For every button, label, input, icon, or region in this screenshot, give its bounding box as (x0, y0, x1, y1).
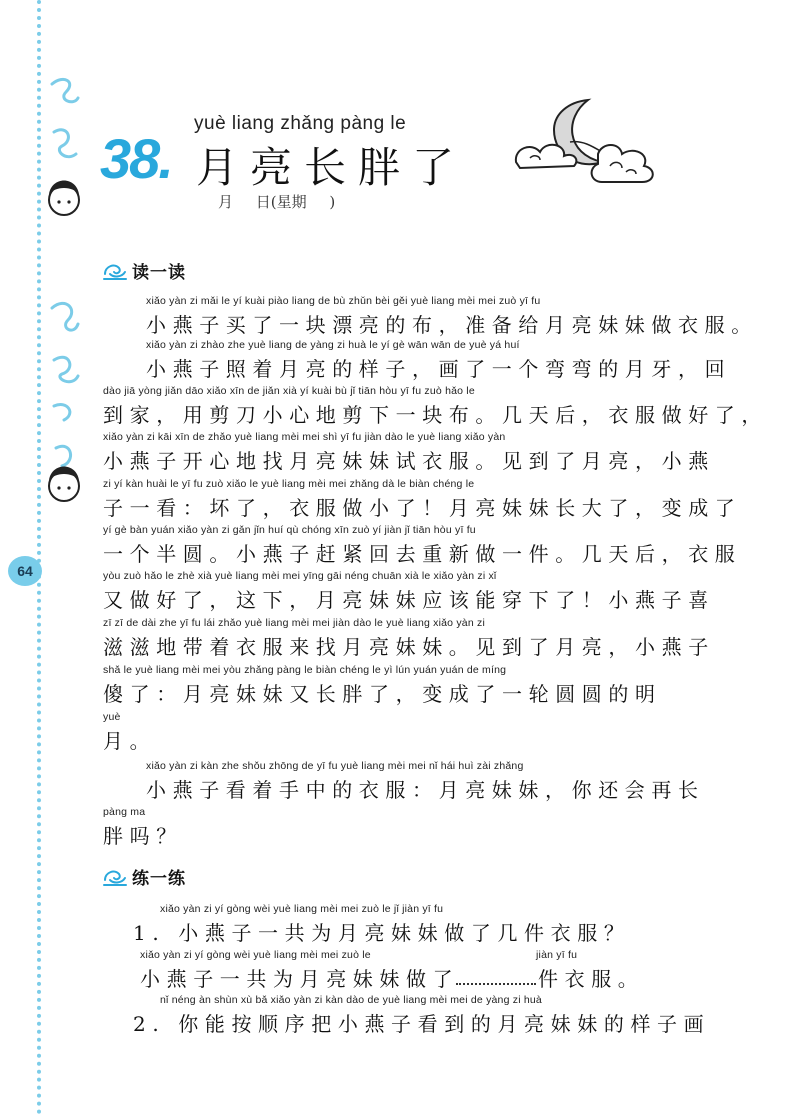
section-practice-label: 练一练 (132, 869, 186, 889)
swirl-cloud-icon (102, 260, 128, 282)
title-pinyin: yuè liang zhǎng pàng le (194, 113, 407, 134)
section-practice-header (102, 864, 186, 889)
moon-cloud-icon (510, 92, 662, 194)
answer-blank-input[interactable] (456, 979, 536, 985)
page-title: 月亮长胖了 (196, 143, 467, 192)
section-read-header (102, 258, 186, 283)
page-number-badge: 64 (8, 556, 42, 586)
margin-doodle-icon (44, 70, 86, 510)
lesson-number: 38. (100, 127, 172, 190)
swirl-cloud-icon (102, 866, 128, 888)
date-line: 月 日(星期 ) (218, 193, 336, 211)
section-read-label: 读一读 (132, 263, 186, 283)
margin-dotted-line (37, 0, 41, 1115)
